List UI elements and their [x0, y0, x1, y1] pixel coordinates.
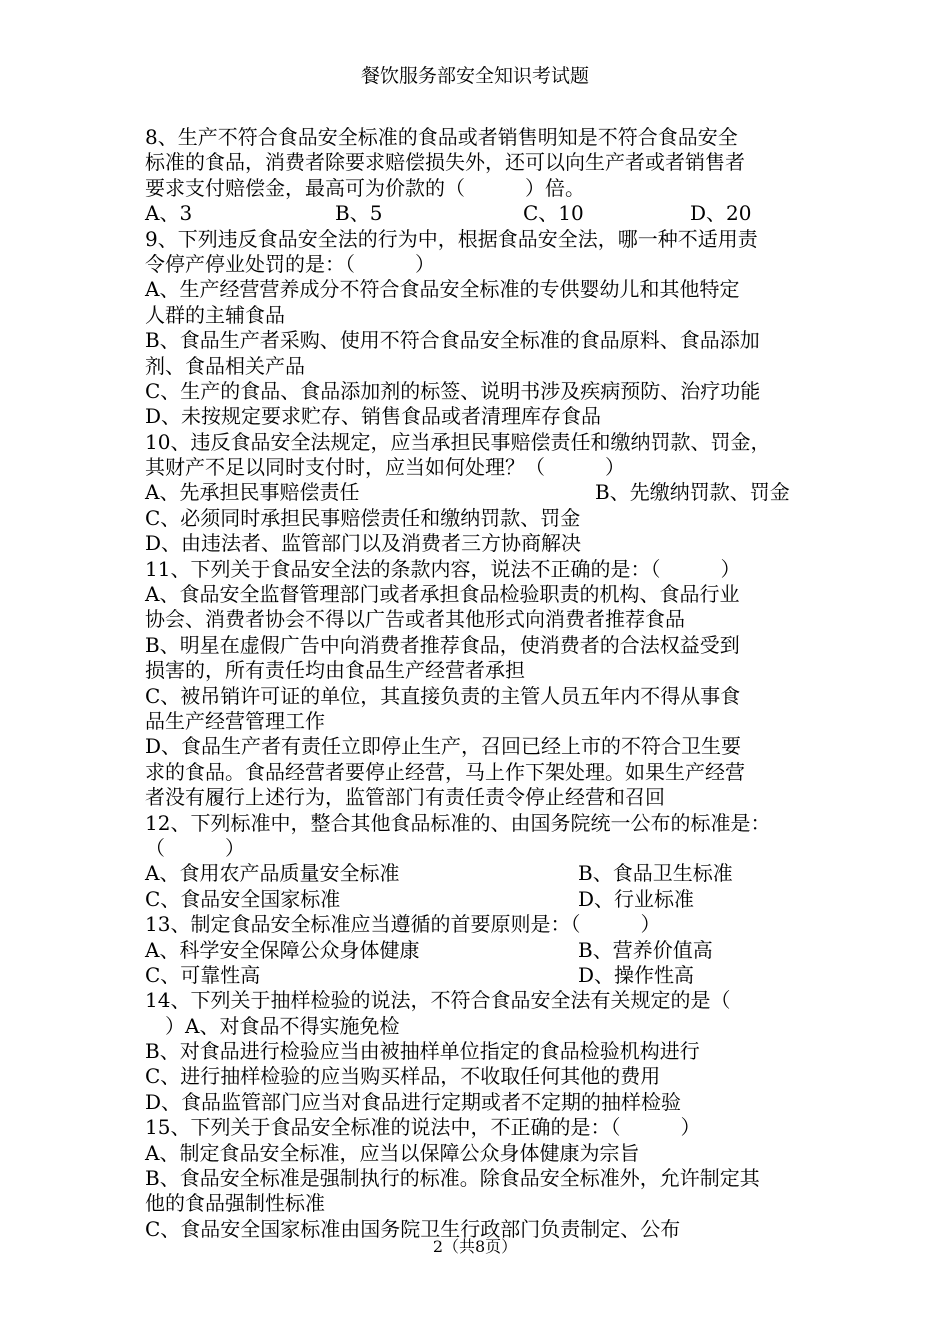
question-11 — [145, 557, 817, 811]
question-text: 9、下列违反食品安全法的行为中，根据食品安全法，哪一种不适用责 — [145, 226, 758, 251]
option-d: D、操作性高 — [578, 962, 695, 987]
option-text: B、食品安全标准是强制执行的标准。除食品安全标准外，允许制定其 — [145, 1166, 760, 1191]
question-text: （ ） — [145, 835, 245, 860]
option-text: C、生产的食品、食品添加剂的标签、说明书涉及疾病预防、治疗功能 — [145, 378, 761, 403]
question-text: 8、生产不符合食品安全标准的食品或者销售明知是不符合食品安全 — [145, 125, 738, 149]
option-text: C、被吊销许可证的单位，其直接负责的主管人员五年内不得从事食 — [145, 683, 741, 708]
page-header: 餐饮服务部安全知识考试题 — [360, 65, 589, 87]
option-d: D、20 — [690, 201, 752, 226]
option-text: B、明星在虚假广告中向消费者推荐食品，使消费者的合法权益受到 — [145, 632, 740, 657]
option-b: B、营养价值高 — [578, 937, 713, 962]
question-text: 令停产停业处罚的是：（ ） — [145, 251, 435, 276]
question-13 — [145, 912, 817, 988]
question-12 — [145, 811, 817, 913]
option-b: B、5 — [335, 201, 383, 226]
option-row — [145, 861, 817, 886]
option-text: C、食品安全国家标准由国务院卫生行政部门负责制定、公布 — [145, 1216, 681, 1241]
question-text: 10、违反食品安全法规定，应当承担民事赔偿责任和缴纳罚款、罚金， — [145, 429, 771, 454]
option-d: D、行业标准 — [578, 886, 695, 911]
option-text: 求的食品。食品经营者要停止经营，马上作下架处理。如果生产经营 — [145, 759, 745, 784]
option-b: B、食品卫生标准 — [578, 861, 733, 886]
option-row — [145, 887, 817, 912]
option-text: D、由违法者、监管部门以及消费者三方协商解决 — [145, 531, 582, 556]
option-text: A、生产经营营养成分不符合食品安全标准的专供婴幼儿和其他特定 — [145, 277, 740, 302]
option-text: C、进行抽样检验的应当购买样品，不收取任何其他的费用 — [145, 1064, 661, 1089]
question-14 — [145, 988, 817, 1115]
option-text: D、未按规定要求贮存、销售食品或者清理库存食品 — [145, 404, 602, 429]
question-text: 要求支付赔偿金，最高可为价款的（ ）倍。 — [145, 175, 585, 200]
question-text: 14、下列关于抽样检验的说法，不符合食品安全法有关规定的是（ — [145, 988, 731, 1013]
option-text: C、必须同时承担民事赔偿责任和缴纳罚款、罚金 — [145, 505, 581, 530]
option-row — [145, 963, 817, 988]
question-text: ）A、对食品不得实施免检 — [145, 1013, 400, 1038]
option-a: A、食用农产品质量安全标准 — [145, 861, 400, 886]
option-row — [145, 201, 817, 226]
question-15 — [145, 1115, 817, 1242]
option-text: B、食品生产者采购、使用不符合食品安全标准的食品原料、食品添加 — [145, 328, 760, 353]
option-b: B、先缴纳罚款、罚金 — [595, 480, 790, 505]
option-text: 品生产经营管理工作 — [145, 708, 325, 733]
option-c: C、10 — [523, 201, 584, 226]
question-text: 12、下列标准中，整合其他食品标准的、由国务院统一公布的标准是： — [145, 810, 771, 835]
option-a: A、3 — [145, 201, 193, 226]
option-c: C、可靠性高 — [145, 962, 261, 987]
option-row — [145, 938, 817, 963]
question-9 — [145, 227, 817, 430]
question-text: 13、制定食品安全标准应当遵循的首要原则是：（ ） — [145, 912, 661, 937]
option-text: A、食品安全监督管理部门或者承担食品检验职责的机构、食品行业 — [145, 582, 740, 607]
question-text: 15、下列关于食品安全标准的说法中，不正确的是：（ ） — [145, 1115, 701, 1140]
option-text: D、食品监管部门应当对食品进行定期或者不定期的抽样检验 — [145, 1089, 682, 1114]
option-text: B、对食品进行检验应当由被抽样单位指定的食品检验机构进行 — [145, 1039, 700, 1064]
question-8 — [145, 125, 817, 227]
option-text: 人群的主辅食品 — [145, 302, 285, 327]
option-a: A、先承担民事赔偿责任 — [145, 480, 360, 505]
option-text: 协会、消费者协会不得以广告或者其他形式向消费者推荐食品 — [145, 607, 685, 632]
page-number: 2（共8页） — [432, 1237, 518, 1256]
option-text: 他的食品强制性标准 — [145, 1191, 325, 1216]
option-c: C、食品安全国家标准 — [145, 886, 341, 911]
option-a: A、科学安全保障公众身体健康 — [145, 937, 420, 962]
option-text: 者没有履行上述行为，监管部门有责任责令停止经营和召回 — [145, 785, 665, 810]
option-text: 剂、食品相关产品 — [145, 353, 305, 378]
option-text: 损害的，所有责任均由食品生产经营者承担 — [145, 658, 525, 683]
question-text: 11、下列关于食品安全法的条款内容，说法不正确的是：（ ） — [145, 556, 741, 581]
question-text: 标准的食品，消费者除要求赔偿损失外，还可以向生产者或者销售者 — [145, 150, 745, 175]
question-10 — [145, 430, 817, 557]
question-text: 其财产不足以同时支付时，应当如何处理？（ ） — [145, 455, 625, 480]
option-text: D、食品生产者有责任立即停止生产，召回已经上市的不符合卫生要 — [145, 734, 742, 759]
option-row — [145, 480, 817, 505]
exam-content — [145, 125, 817, 1242]
option-text: A、制定食品安全标准，应当以保障公众身体健康为宗旨 — [145, 1140, 640, 1165]
